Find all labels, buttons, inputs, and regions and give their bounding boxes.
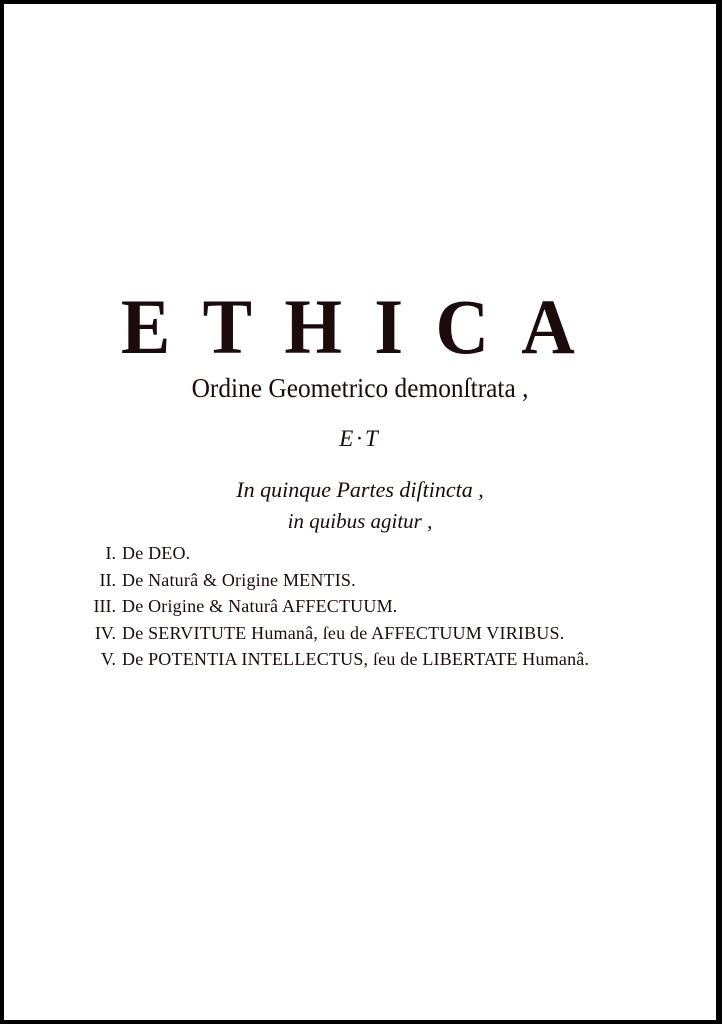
list-item <box>66 593 686 620</box>
part-title: De Naturâ & Origine MENTIS. <box>122 569 356 590</box>
part-numeral: IV. <box>94 622 116 643</box>
part-numeral: V. <box>100 649 116 669</box>
part-numeral: I. <box>105 543 116 563</box>
list-item <box>66 567 686 594</box>
book-subtitle: Ordine Geometrico demonſtrata , <box>191 373 529 403</box>
part-title: De POTENTIA INTELLECTUS, ſeu de LIBERTATE Humanâ. <box>122 649 590 669</box>
book-title: ETHICA <box>120 283 608 370</box>
part-title: De Origine & Naturâ AFFECTUUM. <box>122 596 398 616</box>
list-item <box>66 540 686 567</box>
part-numeral: II. <box>99 569 116 590</box>
part-title: De DEO. <box>122 543 191 563</box>
conjunction-line: E·T <box>339 426 381 451</box>
parts-list <box>66 540 686 673</box>
italic-description-line-1: In quinque Partes diſtincta , <box>236 477 484 502</box>
part-numeral: III. <box>93 596 116 616</box>
title-page <box>4 4 716 1020</box>
part-title: De SERVITUTE Humanâ, ſeu de AFFECTUUM VIRIBUS. <box>122 622 565 643</box>
list-item <box>66 646 686 673</box>
italic-description-line-2: in quibus agitur , <box>287 509 433 533</box>
list-item <box>66 620 686 647</box>
